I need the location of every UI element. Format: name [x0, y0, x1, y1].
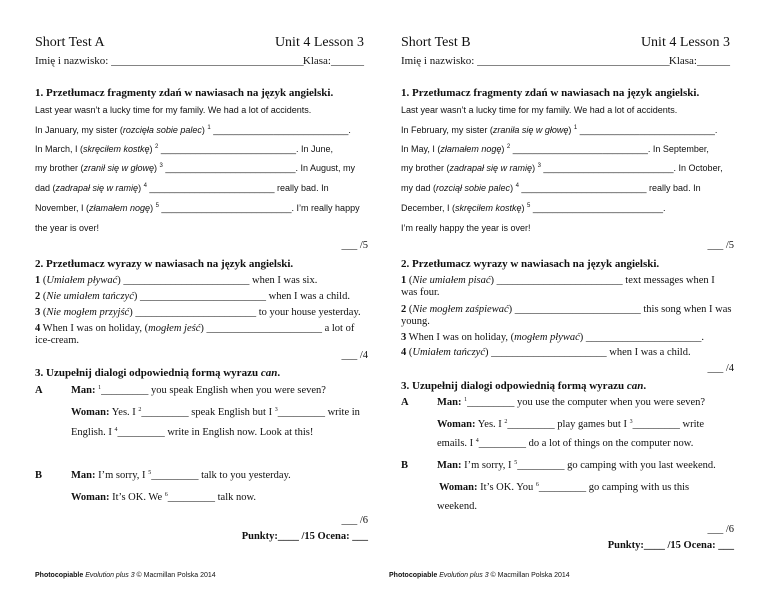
q1-line-2: In February, my sister (zraniła się w głowę) $^1$ ___________________________. [401, 125, 718, 135]
test-title: Short Test A [35, 35, 105, 50]
dialogue-b-man: Man: I’m sorry, I $^5$_________ talk to you yesterday. [71, 470, 291, 481]
footer: Photocopiable Evolution plus 3 © Macmillan Polska 2014 [35, 572, 216, 579]
q1-heading: 1. Przetłumacz fragmenty zdań w nawiasach na język angielski. [35, 87, 334, 99]
dialogue-b-woman: Woman: It’s OK. We $^6$_________ talk now. [71, 492, 257, 503]
q3-heading: 3. Uzupełnij dialogi odpowiednią formą wyrazu can. [401, 380, 647, 392]
q3-score: ___ /6 [341, 515, 368, 526]
name-field: Imię i nazwisko: ___________________________________ [35, 55, 304, 67]
short-test-b [389, 0, 734, 594]
q1-line-1: Last year wasn’t a lucky time for my family. We had a lot of accidents. [35, 105, 312, 115]
footer: Photocopiable Evolution plus 3 © Macmillan Polska 2014 [389, 572, 570, 579]
q2-item-3: 3 When I was on holiday, (mogłem pływać) ______________________. [401, 332, 705, 343]
q1-line-7: I’m really happy the year is over! [401, 223, 531, 233]
q2-item-2: 2 (Nie mogłem zaśpiewać) ________________________ this song when I was young. [401, 304, 732, 327]
q2-heading: 2. Przetłumacz wyrazy w nawiasach na język angielski. [35, 258, 294, 270]
q1-line-3: In May, I (złamałem nogę) $^2$ ___________________________. In September, [401, 144, 709, 154]
q2-score: ___ /4 [707, 363, 734, 374]
dialogue-b-man: Man: I’m sorry, I $^5$_________ go camping with you last weekend. [437, 460, 716, 471]
dialogue-a-woman-1: Woman: Yes. I $^2$_________ play games but I $^3$_________ write [437, 419, 705, 430]
q2-item-4: 4 (Umiałem tańczyć) ______________________ when I was a child. [401, 347, 691, 358]
dialogue-a-woman-2: English. I $^4$_________ write in English now. Look at this! [71, 427, 314, 438]
name-field: Imię i nazwisko: ___________________________________ [401, 55, 670, 67]
q1-line-4: my brother (zranił się w głowę) $^3$ __________________________. In August, my [35, 163, 356, 173]
dialogue-a-man: Man: $^1$_________ you speak English when you were seven? [71, 385, 326, 396]
q1-heading: 1. Przetłumacz fragmenty zdań w nawiasach na język angielski. [401, 87, 700, 99]
q1-line-3: In March, I (skręciłem kostkę) $^2$ ___________________________. In June, [35, 144, 334, 154]
q1-line-5: dad (zadrapał się w ramię) $^4$ _________________________ really bad. In [35, 183, 329, 193]
q1-line-4: my brother (zadrapał się w ramię) $^3$ __________________________. In October, [401, 163, 723, 173]
q3-heading: 3. Uzupełnij dialogi odpowiednią formą wyrazu can. [35, 367, 281, 379]
q2-score: ___ /4 [341, 350, 368, 361]
unit-label: Unit 4 Lesson 3 [640, 35, 730, 50]
q1-line-6: December, I (skręciłem kostkę) $^5$ __________________________. [401, 203, 666, 213]
dialogue-b-woman: Woman: It’s OK. You $^6$_________ go camping with us this [439, 482, 690, 493]
name-class-line [401, 55, 732, 67]
dialogue-a-man: Man: $^1$_________ you use the computer when you were seven? [437, 397, 706, 408]
q2-item-3: 3 (Nie mogłem przyjść) _______________________ to your house yesterday. [35, 307, 361, 318]
dialogue-a-label: A [35, 385, 43, 396]
q1-line-2: In January, my sister (rozcięła sobie palec) $^1$ ___________________________. [35, 125, 351, 135]
class-field: Klasa:______ [668, 55, 730, 67]
dialogue-b-label: B [35, 470, 43, 481]
q2-heading: 2. Przetłumacz wyrazy w nawiasach na język angielski. [401, 258, 660, 270]
name-class-line [35, 55, 366, 67]
q1-line-6: November, I (złamałem nogę) $^5$ __________________________. I’m really happy [35, 203, 360, 213]
q1-line-5: my dad (rozciął sobie palec) $^4$ _________________________ really bad. In [401, 183, 701, 193]
unit-label: Unit 4 Lesson 3 [274, 35, 364, 50]
short-test-a [35, 0, 368, 594]
dialogue-b-label: B [401, 460, 409, 471]
q3-score: ___ /6 [707, 524, 734, 535]
total-score: Punkty:____ /15 Ocena: ___ [241, 531, 368, 542]
test-title: Short Test B [401, 35, 471, 50]
header [35, 35, 366, 51]
q1-line-1: Last year wasn’t a lucky time for my family. We had a lot of accidents. [401, 105, 678, 115]
q2-item-4: 4 When I was on holiday, (mogłem jeść) ______________________ a lot of ice-cream. [35, 323, 355, 346]
q2-item-2: 2 (Nie umiałem tańczyć) ________________________ when I was a child. [35, 291, 350, 302]
q1-line-7: the year is over! [35, 223, 100, 233]
class-field: Klasa:______ [302, 55, 364, 67]
q1-score: ___ /5 [341, 240, 368, 251]
dialogue-a-woman-1: Woman: Yes. I $^2$_________ speak English but I $^3$_________ write in [71, 407, 360, 418]
q1-score: ___ /5 [707, 240, 734, 251]
q2-item-1: 1 (Umiałem pływać) ________________________ when I was six. [35, 275, 318, 286]
dialogue-b-woman-2: weekend. [437, 501, 477, 512]
header [401, 35, 732, 51]
total-score: Punkty:____ /15 Ocena: ___ [607, 540, 734, 551]
dialogue-a-label: A [401, 397, 409, 408]
q2-item-1: 1 (Nie umiałem pisać) ________________________ text messages when I was four. [401, 275, 715, 298]
dialogue-a-woman-2: emails. I $^4$_________ do a lot of things on the computer now. [437, 438, 694, 449]
